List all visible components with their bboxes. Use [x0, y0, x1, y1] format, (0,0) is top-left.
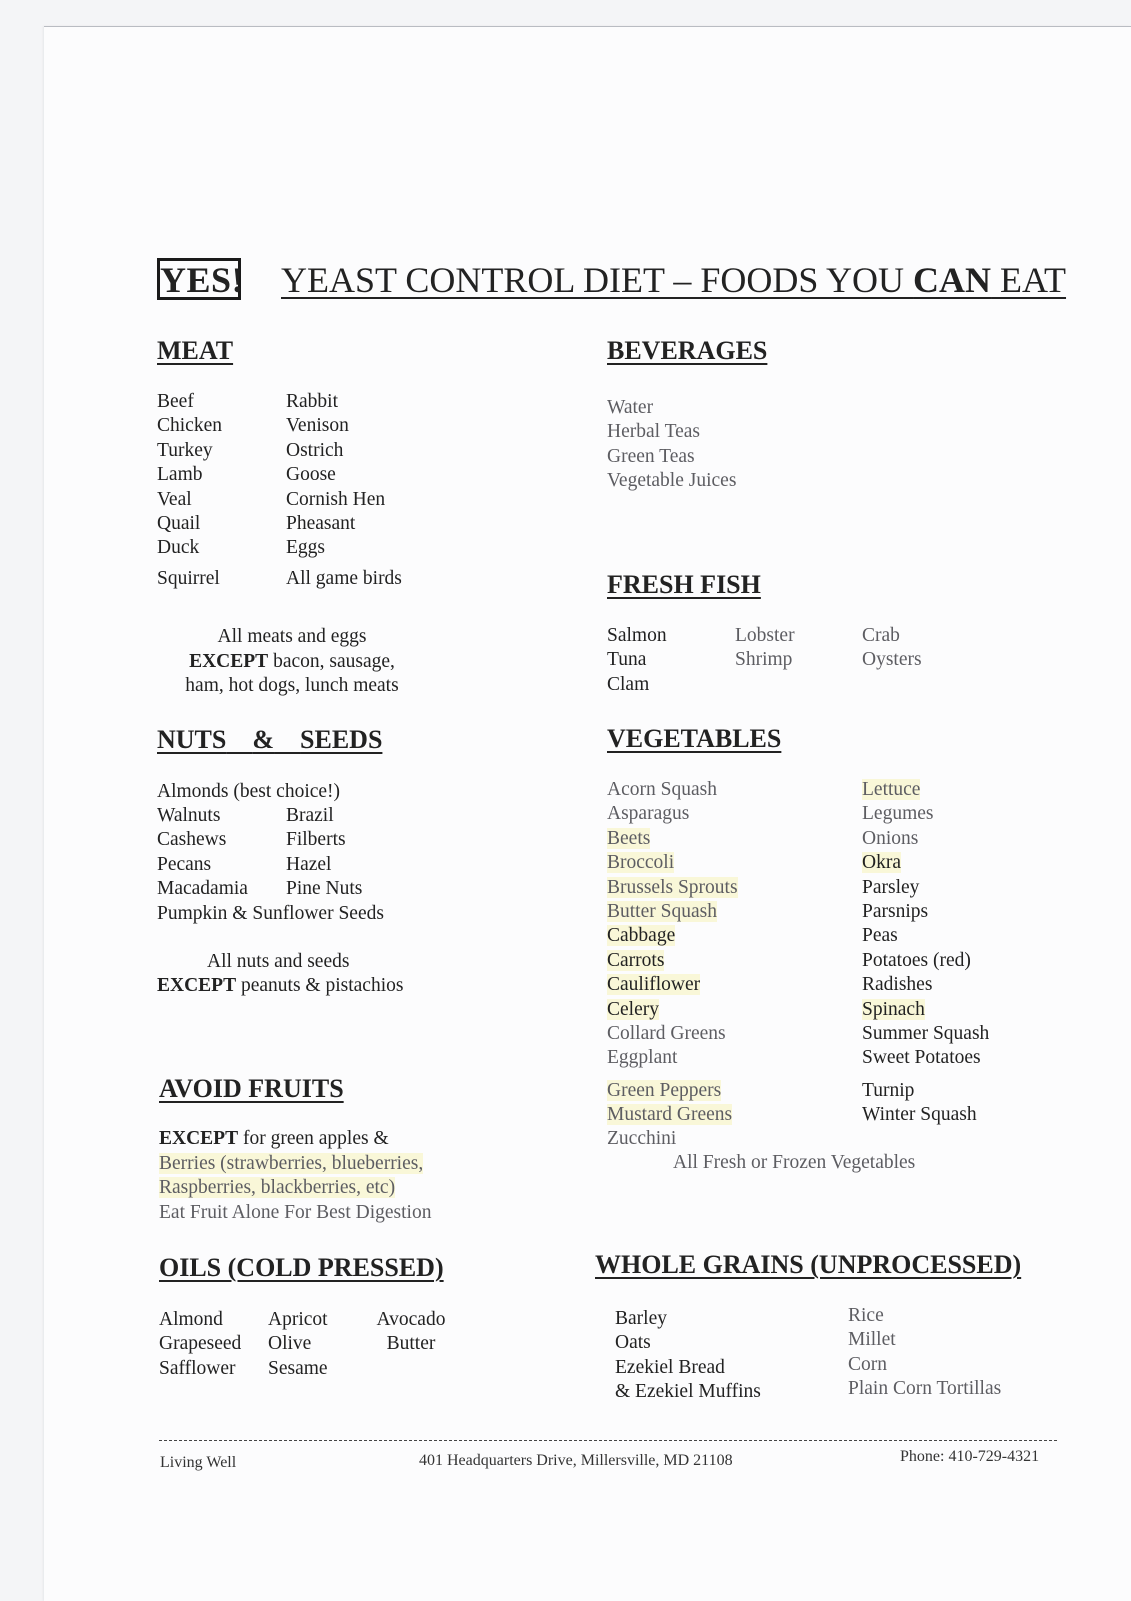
veg-text: Cabbage [607, 925, 676, 947]
fresh-fish-heading: FRESH FISH [607, 570, 761, 599]
list-item: Radishes [862, 974, 933, 996]
list-item: Pumpkin & Sunflower Seeds [157, 903, 384, 924]
list-item: Avocado [376, 1309, 446, 1330]
nuts-col1 [157, 804, 248, 902]
list-item: Turnip [862, 1079, 915, 1101]
list-item [862, 998, 989, 1022]
fruit-line [159, 1176, 431, 1201]
veg-col1 [607, 778, 738, 1152]
list-item [607, 998, 738, 1022]
note-text: peanuts & pistachios [236, 975, 404, 996]
list-item: Zucchini [607, 1128, 677, 1150]
nuts-col2 [286, 804, 362, 902]
list-item: Legumes [862, 803, 934, 825]
veg-text: Beets [607, 827, 651, 849]
list-item [607, 851, 738, 875]
list-item: Almond [159, 1309, 223, 1330]
list-item: Almonds (best choice!) [157, 781, 341, 802]
list-item: Turkey [157, 439, 213, 461]
list-item: Crab [862, 625, 900, 646]
list-item: Clam [607, 673, 650, 695]
fruit-line: Eat Fruit Alone For Best Digestion [159, 1201, 432, 1223]
veg-text: Butter Squash [607, 900, 717, 922]
list-item: Macadamia [157, 878, 248, 900]
veg-text: Cauliflower [607, 974, 701, 996]
footer-address: 401 Headquarters Drive, Millersville, MD 21108 [419, 1452, 733, 1469]
fish-col2 [735, 624, 795, 673]
except-word: EXCEPT [159, 1128, 239, 1149]
meat-col1 [157, 390, 222, 591]
list-item: Goose [286, 464, 336, 486]
nuts-seeds-heading [157, 725, 382, 755]
list-item: Potatoes (red) [862, 949, 971, 971]
list-item: & Ezekiel Muffins [615, 1381, 761, 1403]
veg-text: Lettuce [862, 779, 921, 800]
veg-text: Brussels Sprouts [607, 876, 738, 898]
fruit-text: for green apples & [238, 1128, 389, 1149]
list-item: Parsley [862, 876, 920, 898]
list-item: Onions [862, 827, 919, 849]
oils-col3 [368, 1308, 454, 1357]
list-item: Winter Squash [862, 1104, 977, 1126]
list-item: Squirrel [157, 567, 220, 589]
meat-note [157, 625, 427, 699]
beverages-heading: BEVERAGES [607, 336, 768, 365]
nuts-first [157, 780, 340, 804]
page-title [281, 258, 1066, 302]
fish-col1 [607, 624, 667, 697]
oils-col2 [268, 1308, 328, 1381]
nuts-note-line2 [157, 974, 403, 999]
footer-phone: Phone: 410-729-4321 [900, 1448, 1040, 1465]
heading-part: & [252, 725, 275, 754]
list-item [607, 924, 738, 948]
veg-text: Spinach [862, 998, 925, 1020]
title-part2: EAT [991, 260, 1067, 300]
fruit-line [159, 1152, 431, 1177]
list-item: Peas [862, 925, 898, 947]
heading-part: NUTS [157, 725, 227, 754]
veg-text: Carrots [607, 949, 665, 971]
list-item: Olive [268, 1333, 312, 1355]
list-item: Pheasant [286, 512, 356, 534]
oils-heading: OILS (COLD PRESSED) [159, 1253, 444, 1282]
list-item: Apricot [268, 1309, 328, 1330]
list-item: Rabbit [286, 391, 338, 412]
fish-col3 [862, 624, 922, 673]
heading-part: SEEDS [300, 725, 383, 754]
avoid-fruits-heading: AVOID FRUITS [159, 1074, 344, 1103]
list-item: Tuna [607, 649, 647, 671]
note-line: ham, hot dogs, lunch meats [185, 675, 399, 696]
list-item: Oysters [862, 649, 922, 671]
grains-col1 [615, 1307, 761, 1405]
title-part1: YEAST CONTROL DIET – FOODS YOU [281, 260, 914, 300]
vegetables-note: All Fresh or Frozen Vegetables [673, 1152, 916, 1173]
except-word: EXCEPT [189, 650, 269, 672]
footer-divider [159, 1440, 1057, 1441]
veg-text: Green Peppers [607, 1079, 722, 1101]
list-item: Salmon [607, 625, 667, 646]
list-item: Brazil [286, 805, 334, 826]
list-item: Acorn Squash [607, 779, 717, 800]
list-item: Corn [848, 1353, 887, 1375]
list-item: Barley [615, 1308, 667, 1329]
list-item: Quail [157, 512, 201, 534]
footer-left: Living Well [160, 1454, 237, 1471]
list-item: Grapeseed [159, 1333, 242, 1355]
list-item: Green Teas [607, 445, 695, 467]
list-item: Chicken [157, 415, 222, 437]
list-item: Cashews [157, 829, 227, 851]
list-item: Eggs [286, 537, 325, 559]
list-item [607, 827, 738, 851]
list-item: Summer Squash [862, 1022, 990, 1044]
list-item: Sweet Potatoes [862, 1047, 981, 1069]
note-line: All meats and eggs [217, 626, 367, 647]
list-item: Lobster [735, 625, 795, 646]
veg-text: Celery [607, 998, 659, 1020]
veg-text: Mustard Greens [607, 1104, 733, 1126]
list-item: Rice [848, 1305, 884, 1326]
fruits-text [159, 1127, 431, 1225]
veg-col2 [862, 778, 989, 1127]
list-item: Asparagus [607, 803, 690, 825]
whole-grains-heading: WHOLE GRAINS (UNPROCESSED) [595, 1250, 1022, 1279]
list-item: All game birds [286, 567, 402, 589]
list-item [607, 1103, 738, 1127]
list-item: Hazel [286, 853, 332, 875]
beverages-list [607, 396, 736, 494]
meat-heading: MEAT [157, 336, 234, 365]
title-bold: CAN [913, 260, 992, 300]
list-item: Vegetable Juices [607, 470, 737, 492]
list-item: Sesame [268, 1357, 328, 1379]
oils-col1 [159, 1308, 241, 1381]
list-item [607, 876, 738, 900]
list-item: Herbal Teas [607, 421, 701, 443]
list-item [607, 973, 738, 997]
list-item: Collard Greens [607, 1022, 726, 1044]
list-item: Filberts [286, 829, 346, 851]
vegetables-heading: VEGETABLES [607, 724, 782, 753]
veg-text: Broccoli [607, 852, 675, 874]
list-item: Pecans [157, 853, 212, 875]
list-item: Plain Corn Tortillas [848, 1378, 1002, 1400]
list-item: Eggplant [607, 1047, 678, 1069]
fruit-text: Berries (strawberries, blueberries, [159, 1152, 424, 1174]
fruit-line [159, 1127, 431, 1152]
nuts-note-line1: All nuts and seeds [207, 951, 350, 972]
list-item: Ostrich [286, 439, 344, 461]
note-line [157, 650, 427, 675]
nuts-last [157, 902, 384, 926]
list-item: Parsnips [862, 900, 929, 922]
fruit-text: Raspberries, blackberries, etc) [159, 1177, 396, 1198]
yes-badge: YES! [157, 258, 241, 300]
list-item [607, 949, 738, 973]
list-item [607, 1079, 738, 1103]
list-item: Duck [157, 537, 200, 559]
veg-text: Okra [862, 852, 901, 874]
list-item: Oats [615, 1332, 651, 1354]
list-item [862, 778, 989, 802]
list-item: Walnuts [157, 805, 221, 826]
list-item: Shrimp [735, 649, 793, 671]
list-item: Veal [157, 488, 192, 510]
list-item: Cornish Hen [286, 488, 386, 510]
except-word: EXCEPT [157, 975, 237, 996]
list-item: Butter [386, 1333, 436, 1355]
meat-col2 [286, 390, 402, 591]
list-item: Venison [286, 415, 349, 437]
note-text: bacon, sausage, [268, 650, 395, 672]
list-item: Beef [157, 391, 194, 412]
grains-col2 [848, 1304, 1001, 1402]
list-item [607, 900, 738, 924]
list-item: Millet [848, 1329, 896, 1351]
list-item: Water [607, 397, 654, 418]
list-item [862, 851, 989, 875]
list-item: Pine Nuts [286, 878, 363, 900]
list-item: Safflower [159, 1357, 236, 1379]
list-item: Ezekiel Bread [615, 1356, 725, 1378]
list-item: Lamb [157, 464, 203, 486]
